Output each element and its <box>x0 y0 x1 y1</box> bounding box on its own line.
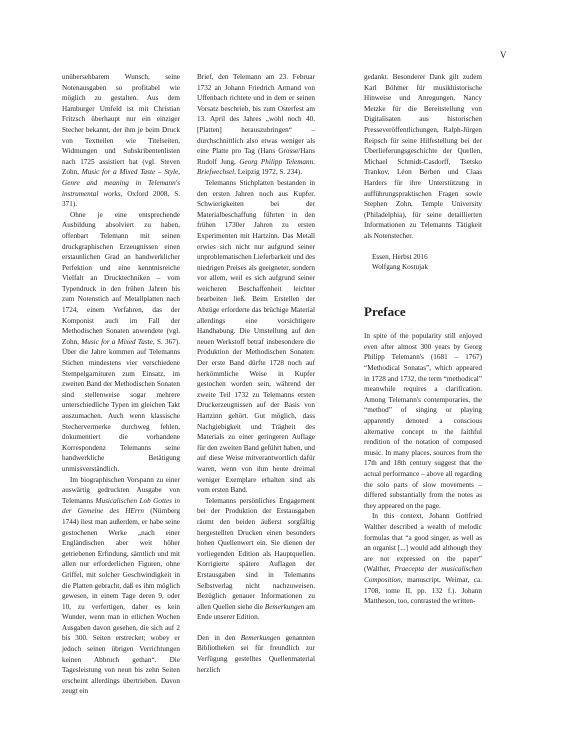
paragraph: Telemanns persönliches Engagement bei der Produktion der Erstausgaben räumt den beiden äußerst sorgfältig hergestellten Drucken einen besonders hohen Quellenwert ein. Sie dienen der vorliegenden Edition als Hauptquellen. Korrigierte spätere Auflagen der Erstausgaben sind in Telemanns Selbstverlag nicht nachzuweisen. Bezüglich genauer Informationen zu allen Quellen siehe die Bemerkungen am Ende unserer Edition. <box>197 496 316 622</box>
signature-author: Wolfgang Kostujak <box>372 263 428 272</box>
signature-place-date: Essen, Herbst 2016 <box>372 252 428 261</box>
paragraph: unübersehbarem Wunsch, seine Notenausgaben so profitabel wie möglich zu gestalten. Aus dem Hamburger Umfeld ist mit Christian Fritzsch überhaupt nur ein einziger Stecher bekannt, der ihm je beim Druck von Textteilen wie Titelseiten, Widmungen und Subskribentenlisten nach 1725 assistiert hat (vgl. Steven Zohn, Music for a Mixed Taste – Style, Genre and meaning in Telemann's instrumental works, Oxford 2008, S. 371). <box>62 73 180 209</box>
paragraph: In spite of the popularity still enjoyed even after almost 300 years by Georg Philipp Telemann's (1681 – 1767) “Methodical Sonatas”, which appeared in 1728 and 1732, the term “methodical” meanwhile requires a clarification. Among Telemann's contemporaries, the “method” of singing or playing apparently denoted a conscious alternative concept to the faithful rendition of the notation of composed music. In many places, sources from the 17th and 18th century suggest that the actual performance – above all regarding the solo parts of slow movements – differed substantially from the notes as they appeared on the page. <box>364 332 482 510</box>
paragraph: Den in den Bemerkungen genannten Bibliotheken sei für freundlich zur Verfügung gestelltes Quellenmaterial herzlich <box>197 633 315 674</box>
text-column-1 <box>62 72 180 697</box>
section-heading: Preface <box>364 303 406 319</box>
paragraph: Im biographischen Vorspann zu einer auswärtig gedruckten Ausgabe von Telemanns Musicalischen Lob Gottes in der Gemeine des HErrn (Nürnberg 1744) liest man außerdem, er habe seine gestochenen Werke „nach einer Engländischen aber weit höher getriebenen Erfindung, sämtlich und mit allen nur erforderlichen Figuren, ohne Griffel, mit solcher Geschwindigkeit in die Platten gebracht, daß es ihm möglich gewesen, in einem Tage deren 9, oder 10, zu verfertigen, daher es kein Wunder, wenn man in etlichen Wochen Ausgaben davon gesehen, die sich auf 2 bis 300. Seiten erstrecket; wobey er jedoch seinen übrigen Verrichtungen keinen Abbruch gethan“. Die Tagesleistung von neun bis zehn Seiten erscheint allerdings übertrieben. Davon zeugt ein <box>62 475 181 696</box>
paragraph: gedankt. Besonderer Dank gilt zudem Karl Böhmer für musikhistorische Hinweise und Anregungen, Nancy Metzke für die Bereitstellung von Digitalisaten aus historischen Presseveröffentlichungen, Ralph-Jürgen Reipsch für seine Hilfestellung bei der Überlieferungsgeschichte der Quellen, Michael Schmidt-Casdorff, Tsetsko Trankov, Léon Berben und Claas Harders für ihre Unterstützung in aufführungspraktischen Fragen sowie Stephen Zohn, Temple University (Philadelphia), für seine detaillierten Informationen zu Telemanns Tätigkeit als Notenstecher. <box>364 73 482 240</box>
paragraph: Brief, den Telemann am 23. Februar 1732 an Johann Friedrich Armand von Uffenbach richtete und in dem er seinen Vorsatz beschrieb, bis zum Osterfest am 13. April des Jahres „wohl noch 40. [Platten] herauszubringen“ – durchschnittlich also etwas weniger als eine Platte pro Tag (Hans Grosse/Hans Rudolf Jung, Georg Philipp Telemann. Briefwechsel, Leipzig 1972, S. 234). <box>197 73 316 177</box>
paragraph: Telemanns Stichplatten bestanden in den ersten Jahren noch aus Kupfer. Schwierigkeiten bei der Materialbeschaffung führten in den frühen 1730er Jahren zu ersten Experimenten mit Hartzinn. Das Metall erwies sich nicht nur aufgrund seiner unproblematischen Lieferbarkeit und des niedrigen Preises als geeigneter, sondern vor allem, weil es sich aufgrund seiner weicheren Beschaffenheit leichter bearbeiten ließ. Beim Erstellen der Abzüge erforderte das brüchige Material allerdings eine vorsichtigere Handhabung. Die Umstellung auf den neuen Werkstoff betraf insbesondere die Produktion der Methodischen Sonaten: Der erste Band dürfte 1728 noch auf herkömmliche Weise in Kupfer gestochen worden sein, während der zweite Teil 1732 zu Telemanns ersten Druckerzeugnissen auf der Basis von Hartzinn gehört. Gut möglich, dass Nachgiebigkeit und Trägheit des Materials zu einer geringeren Auflage für den zweiten Band geführt haben, und auf diese Weise mitverantwortlich dafür waren, wenn von ihm heute dreimal weniger Exemplare erhalten sind als vom ersten Band. <box>197 178 315 495</box>
text-column-2 <box>197 72 315 675</box>
paragraph: Ohne je eine entsprechende Ausbildung absolviert zu haben, offenbart Telemann mit seinen druckgraphischen Erzeugnissen einen erstaunlichen Grad an handwerklicher Perfektion und eine kenntnisreiche Vielfalt an Drucktechniken – vom Typendruck in den frühen Jahren bis zum Notenstich auf Metallplatten nach 1724, einem Verfahren, das der Komponist auch im Fall der Methodischen Sonaten anwendete (vgl. Zohn, Music for a Mixed Taste, S. 367). Über die Jahre kommen auf Telemanns Stichen mindestens vier verschiedene Stempelgarnituren zum Einsatz, im zweiten Band der Methodischen Sonaten sind stellenweise sogar mehrere unterschiedliche Typen im gleichen Takt auszumachen. Auch wenn klassische Stechervermerke durchweg fehlen, dokumentiert die vorhandene Korrespondenz Telemanns seine handwerkliche Betätigung unmissverständlich. <box>62 210 181 473</box>
text-column-3 <box>364 72 482 607</box>
paragraph: In this context, Johann Gottfried Walther described a wealth of melodic formulas that “a good singer, as well as an organist [...] would add although they are not expressed on the paper” (Walther, Praecepta der musicalischen Composition, manuscript, Weimar, ca. 1708, tome II, pp. 132 f.). Johann Mattheson, too, contrasted the written- <box>364 512 482 606</box>
page-number: V <box>500 50 507 60</box>
